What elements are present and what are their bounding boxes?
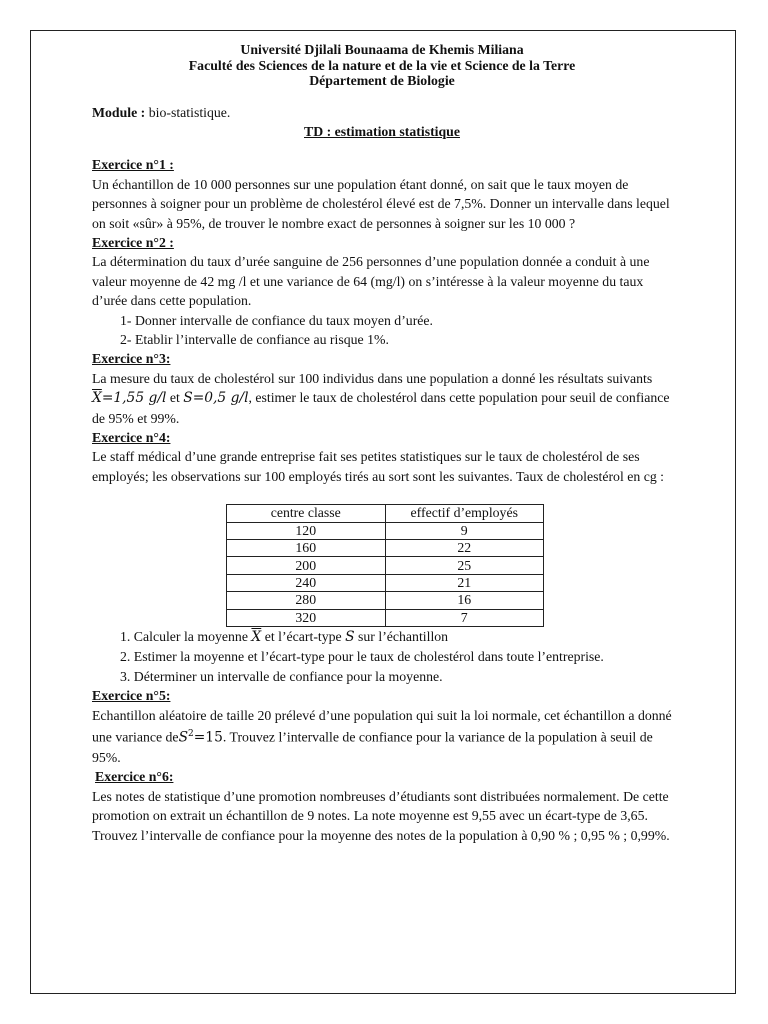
column-header: centre classe bbox=[227, 505, 386, 522]
table-header-row bbox=[227, 505, 544, 522]
exercise-1-text: Un échantillon de 10 000 personnes sur une population étant donné, on sait que le taux moyen de personnes à soigner pour un problème de cholestérol élevé est de 7,5%. Donner un intervalle dans lequel on soit «sûr» à 95%, de trouver le nombre exact de personnes à soigner sur les 10 000 ? bbox=[92, 176, 670, 231]
xbar-symbol: X bbox=[92, 390, 102, 407]
table-row: 320 7 bbox=[227, 609, 544, 626]
exercise-6-text: Les notes de statistique d’une promotion nombreuses d’étudiants sont distribuées normalement. De cette promotion on extrait un échantillon de 9 notes. La note moyenne est 9,55 avec un écart-type de 3,65. Trouvez l’intervalle de confiance pour la moyenne des notes de la population à 0,90 % ; 0,95 % ; 0,99%. bbox=[92, 788, 670, 843]
table-row: 160 22 bbox=[227, 540, 544, 557]
exercise-1-title: Exercice n°1 : bbox=[92, 157, 174, 173]
td-title: TD : estimation statistique bbox=[304, 123, 460, 139]
exercise-5-title: Exercice n°5: bbox=[92, 688, 171, 704]
table-row: 240 21 bbox=[227, 574, 544, 591]
exercise-2-item: 2- Etablir l’intervalle de confiance au risque 1%. bbox=[120, 331, 389, 347]
exercise-2-list bbox=[92, 311, 672, 350]
exercise-4-questions bbox=[92, 627, 672, 686]
s-symbol: S bbox=[345, 628, 355, 645]
exercise-2-title: Exercice n°2 : bbox=[92, 234, 174, 250]
university-name: Université Djilali Bounaama de Khemis Miliana bbox=[240, 42, 524, 57]
module-value: bio-statistique. bbox=[145, 104, 231, 120]
exercise-4-question: 2. Estimer la moyenne et l’écart-type pour le taux de cholestérol dans toute l’entreprise. bbox=[120, 649, 604, 665]
variance-expression: =15 bbox=[193, 729, 223, 746]
department-name: Département de Biologie bbox=[309, 73, 455, 88]
exercise-4-question: 3. Déterminer un intervalle de confiance pour la moyenne. bbox=[120, 668, 443, 684]
mean-expression: =1,55 g/l bbox=[101, 390, 167, 407]
exercise-5-text: Echantillon aléatoire de taille 20 prélevé d’une population qui suit la loi normale, cet échantillon a donné une variance deS$^2$=15. Trouvez l’intervalle de confiance pour la variance de la population à seuil de 95%. bbox=[92, 707, 672, 765]
document-header bbox=[92, 42, 672, 89]
exercise-4-title: Exercice n°4: bbox=[92, 430, 171, 445]
faculty-name: Faculté des Sciences de la nature et de la vie et Science de la Terre bbox=[188, 57, 576, 73]
table-row: 120 9 bbox=[227, 522, 544, 539]
exercise-2-text: La détermination du taux d’urée sanguine de 256 personnes d’une population donnée a conduit à une valeur moyenne de 42 mg /l et une variance de 64 (mg/l) on s’intéresse à la valeur moyenne du taux d’urée dans cette population. bbox=[92, 254, 650, 309]
s-squared-symbol: S bbox=[178, 729, 189, 746]
xbar-symbol: X bbox=[251, 628, 262, 645]
sd-expression: =0,5 g/l bbox=[192, 390, 249, 407]
cholesterol-table bbox=[226, 504, 544, 627]
s-symbol: S bbox=[183, 390, 193, 407]
module-line bbox=[92, 103, 672, 122]
exercise-3-title: Exercice n°3: bbox=[92, 351, 171, 367]
module-label: Module : bbox=[92, 104, 146, 120]
exercise-3-text: La mesure du taux de cholestérol sur 100 individus dans une population a donné les résultats suivants X=1,55 g/l et S=0,5 g/l, estimer le taux de cholestérol dans cette population pour seuil de confiance de 95% et 99%. bbox=[92, 370, 670, 426]
document-content bbox=[92, 42, 672, 845]
column-header: effectif d’employés bbox=[385, 505, 544, 522]
table-row: 200 25 bbox=[227, 557, 544, 574]
superscript: 2 bbox=[188, 728, 194, 739]
exercise-4-question: 1. Calculer la moyenne X et l’écart-type S sur l’échantillon bbox=[120, 628, 449, 645]
exercise-4-text: Le staff médical d’une grande entreprise fait ses petites statistiques sur le taux de cholestérol de ses employés; les observations sur 100 employés tirés au sort sont les suivantes. Taux de cholestérol en cg : bbox=[92, 449, 665, 484]
table-row: 280 16 bbox=[227, 592, 544, 609]
exercise-6-title: Exercice n°6: bbox=[95, 769, 174, 785]
exercise-2-item: 1- Donner intervalle de confiance du taux moyen d’urée. bbox=[120, 312, 433, 328]
